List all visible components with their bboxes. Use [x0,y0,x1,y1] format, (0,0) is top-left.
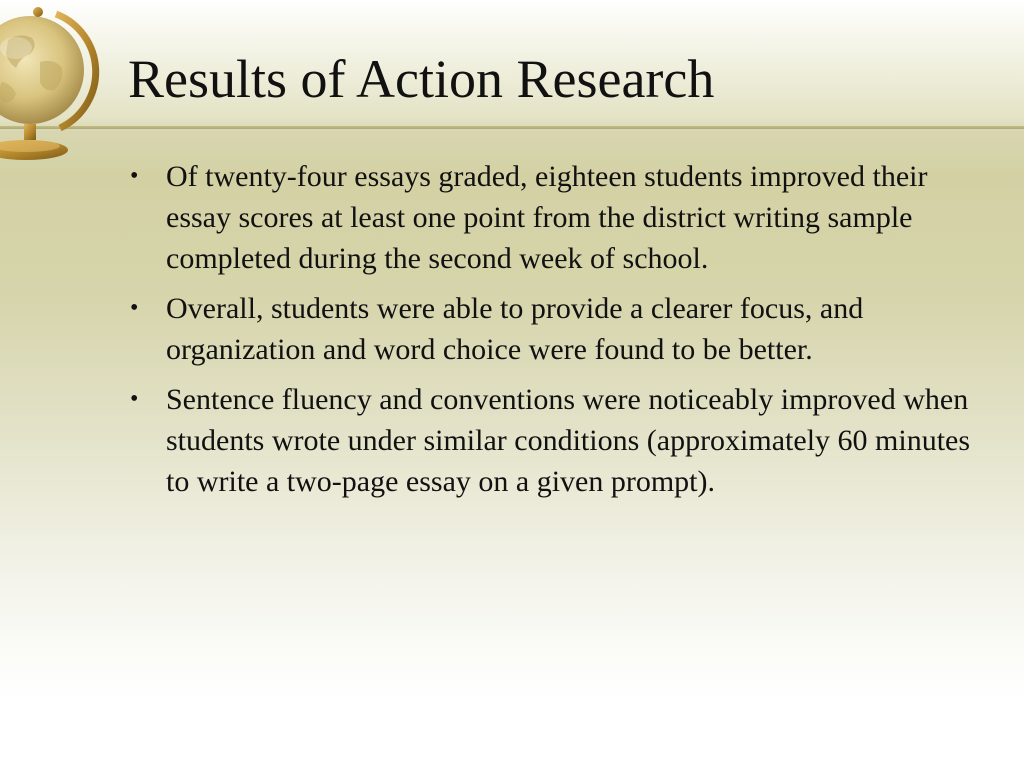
bullet-text: Of twenty-four essays graded, eighteen students improved their essay scores at least one point from the district writing sample completed during the second week of school. [166,160,928,275]
bullet-dot-icon: • [130,163,139,189]
globe-icon [0,0,103,170]
bullet-text: Overall, students were able to provide a clearer focus, and organization and word choice were found to be better. [166,292,864,366]
bullet-item [128,379,988,502]
slide-title: Results of Action Research [128,49,715,109]
bullet-item [128,288,988,370]
title-divider [0,126,1024,129]
bullet-text: Sentence fluency and conventions were noticeably improved when students wrote under similar conditions (approximately 60 minutes to write a two-page essay on a given prompt). [166,383,971,498]
bullet-item [128,156,988,279]
bullet-dot-icon: • [130,295,139,321]
bullet-dot-icon: • [130,386,139,412]
bullet-list [128,156,988,511]
